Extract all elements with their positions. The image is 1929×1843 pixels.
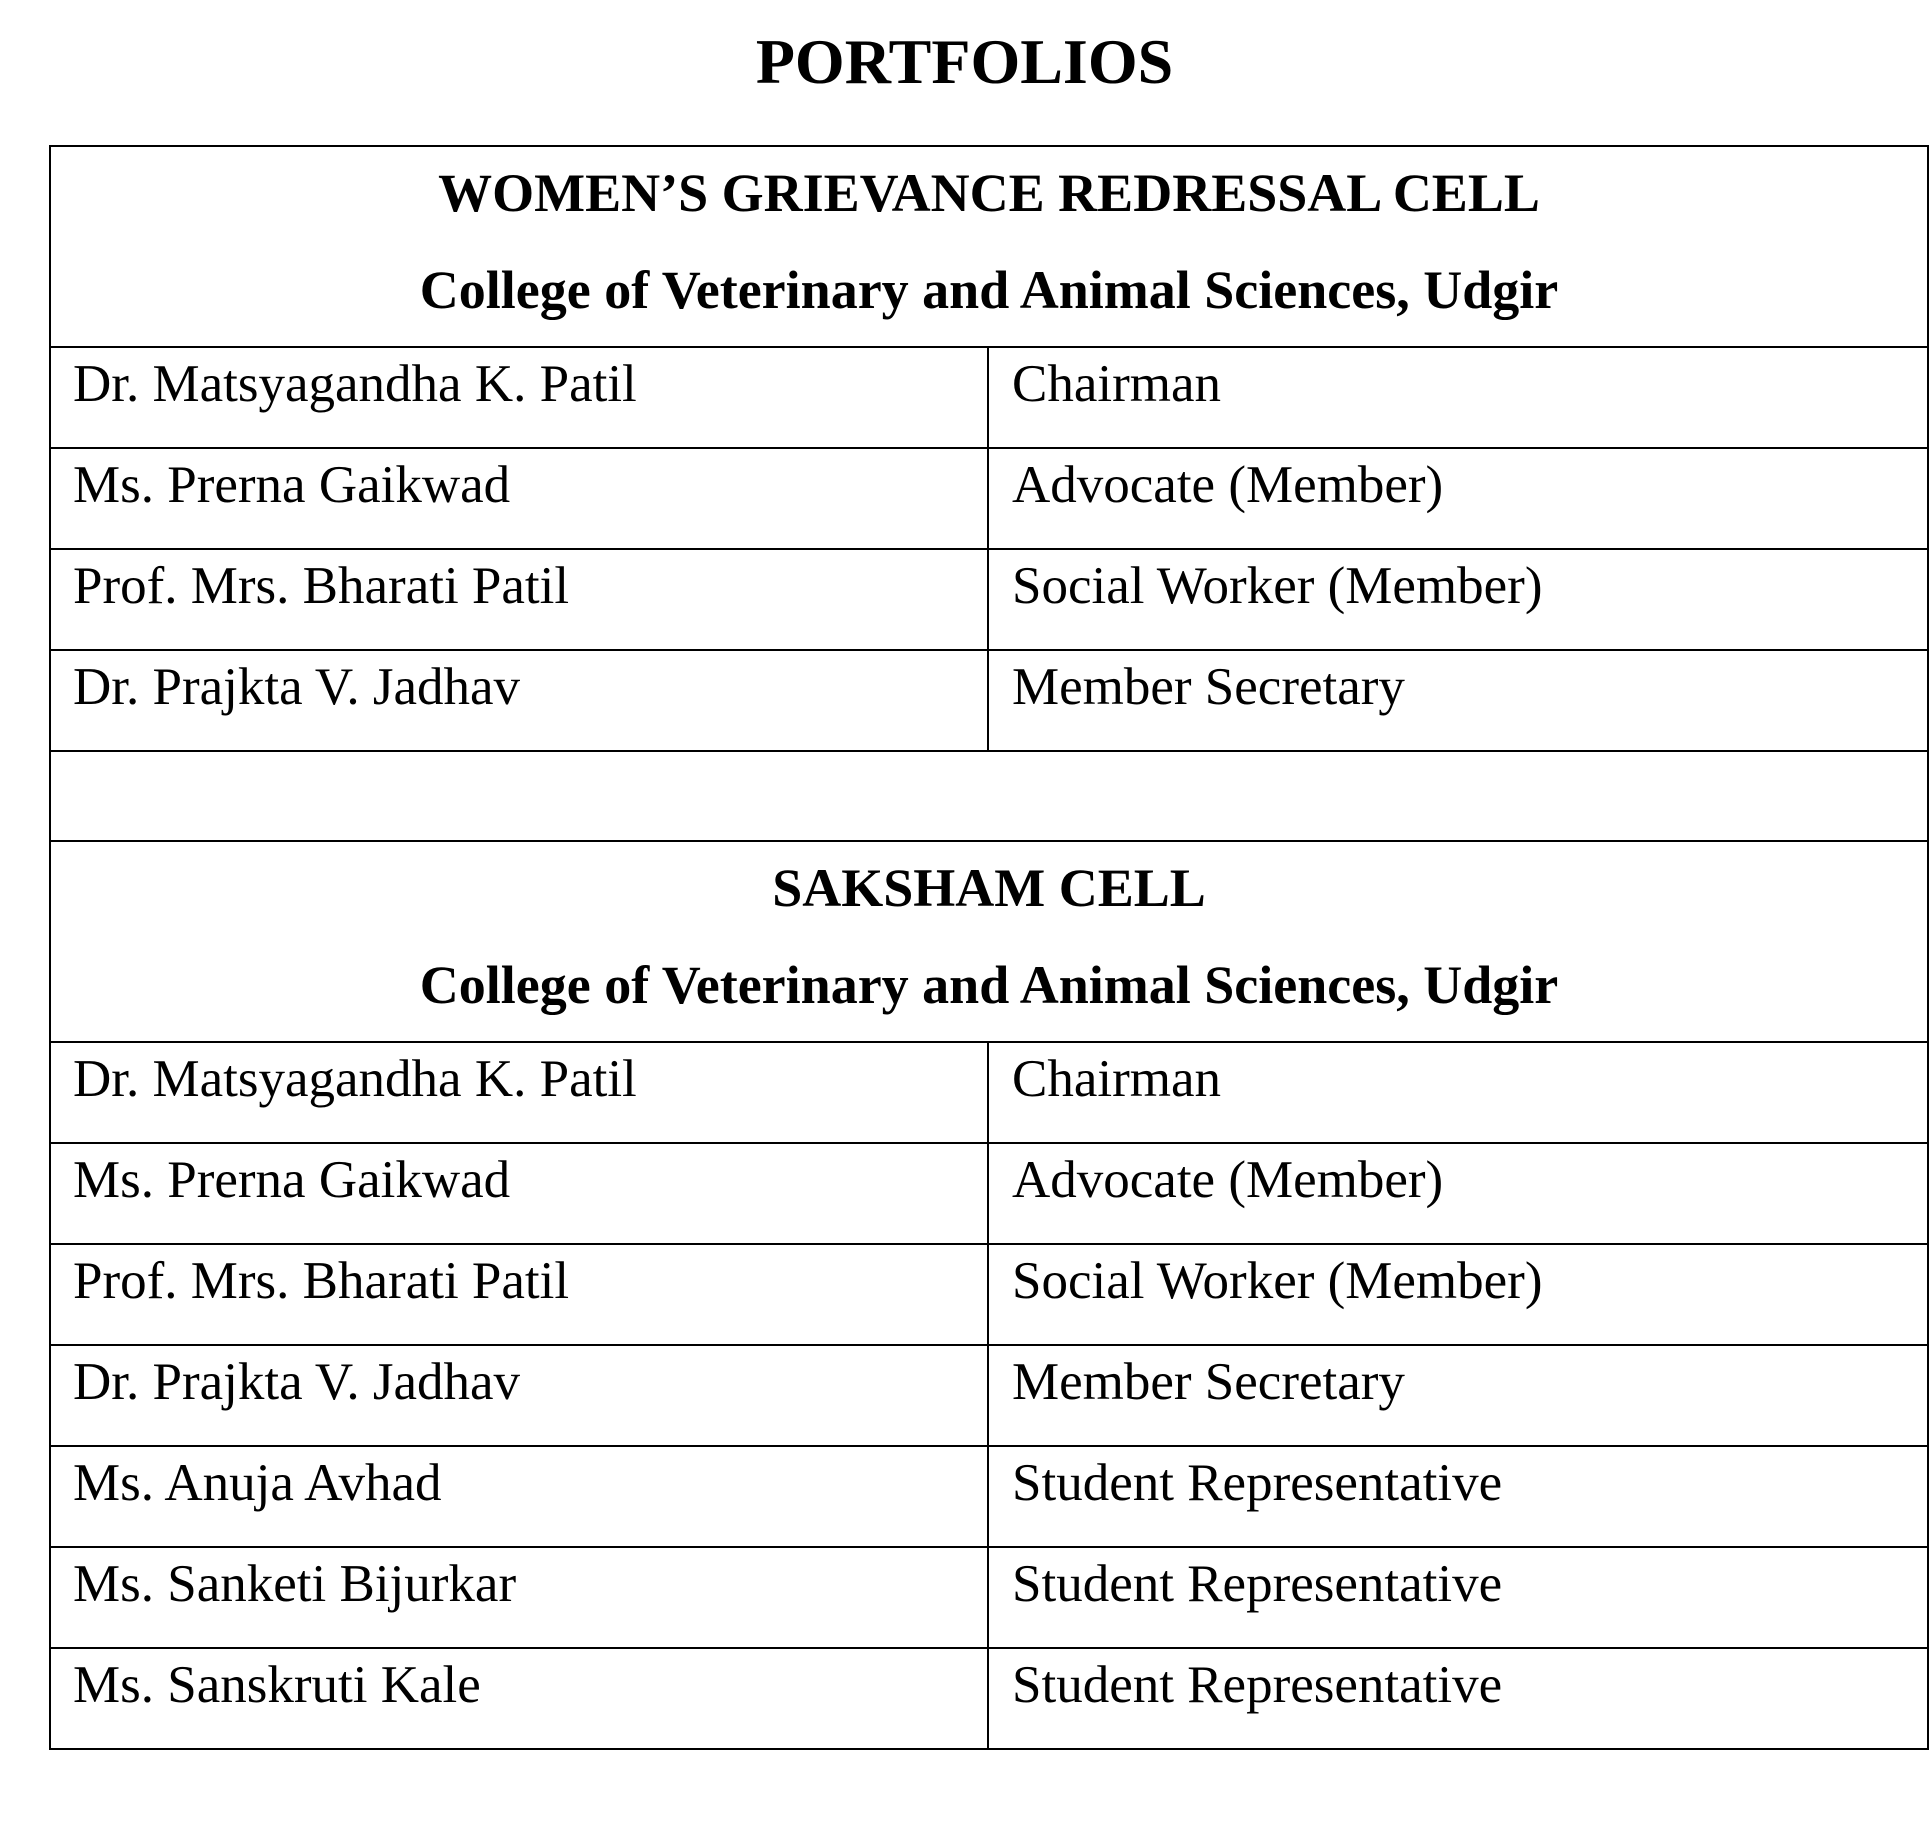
member-role: Student Representative [1012,1656,1503,1714]
member-role-cell [988,1345,1928,1446]
spacer-row [50,751,1928,841]
section-subheading: College of Veterinary and Animal Sciences, Udgir [419,260,1559,320]
member-role: Chairman [1012,355,1221,413]
member-role-cell [988,1648,1928,1749]
table-row [50,650,1928,751]
spacer-cell [50,751,1928,841]
section-header [50,146,1928,347]
member-name-cell [50,549,988,650]
section-header-row [50,841,1928,1042]
section-subheading: College of Veterinary and Animal Sciences, Udgir [419,955,1559,1015]
member-name-cell [50,1446,988,1547]
member-name-cell [50,1244,988,1345]
member-name-cell [50,448,988,549]
member-role: Social Worker (Member) [1012,557,1543,615]
member-name: Ms. Sanketi Bijurkar [73,1555,517,1613]
member-name-cell [50,347,988,448]
member-name-cell [50,1648,988,1749]
section-heading: WOMEN’S GRIEVANCE REDRESSAL CELL [438,163,1540,223]
section-header-row [50,146,1928,347]
member-role: Member Secretary [1012,1353,1405,1411]
member-role-cell [988,1143,1928,1244]
member-name: Ms. Sanskruti Kale [73,1656,481,1714]
member-name: Dr. Prajkta V. Jadhav [73,1353,521,1411]
section-heading: SAKSHAM CELL [772,858,1206,918]
table-row [50,549,1928,650]
portfolio-table [49,145,1929,1750]
member-role: Social Worker (Member) [1012,1252,1543,1310]
member-name: Dr. Matsyagandha K. Patil [73,355,637,413]
member-name: Dr. Prajkta V. Jadhav [73,658,521,716]
member-role: Student Representative [1012,1454,1503,1512]
table-row [50,1143,1928,1244]
member-role: Chairman [1012,1050,1221,1108]
member-role: Student Representative [1012,1555,1503,1613]
member-name: Prof. Mrs. Bharati Patil [73,557,570,615]
member-name: Ms. Prerna Gaikwad [73,456,511,514]
member-name-cell [50,650,988,751]
page-title: PORTFOLIOS [755,26,1174,97]
member-role-cell [988,448,1928,549]
table-row [50,1244,1928,1345]
member-name: Ms. Prerna Gaikwad [73,1151,511,1209]
member-name-cell [50,1345,988,1446]
table-row [50,1446,1928,1547]
member-name: Ms. Anuja Avhad [73,1454,442,1512]
member-role-cell [988,1446,1928,1547]
member-role-cell [988,1547,1928,1648]
table-row [50,347,1928,448]
member-name-cell [50,1042,988,1143]
member-role: Advocate (Member) [1012,1151,1444,1209]
member-name: Prof. Mrs. Bharati Patil [73,1252,570,1310]
member-name-cell [50,1143,988,1244]
member-role-cell [988,347,1928,448]
member-name-cell [50,1547,988,1648]
member-role-cell [988,549,1928,650]
table-row [50,1547,1928,1648]
member-role-cell [988,650,1928,751]
member-role-cell [988,1244,1928,1345]
member-role-cell [988,1042,1928,1143]
table-row [50,1042,1928,1143]
table-row [50,1345,1928,1446]
member-role: Advocate (Member) [1012,456,1444,514]
table-row [50,448,1928,549]
section-header [50,841,1928,1042]
table-row [50,1648,1928,1749]
member-role: Member Secretary [1012,658,1405,716]
member-name: Dr. Matsyagandha K. Patil [73,1050,637,1108]
